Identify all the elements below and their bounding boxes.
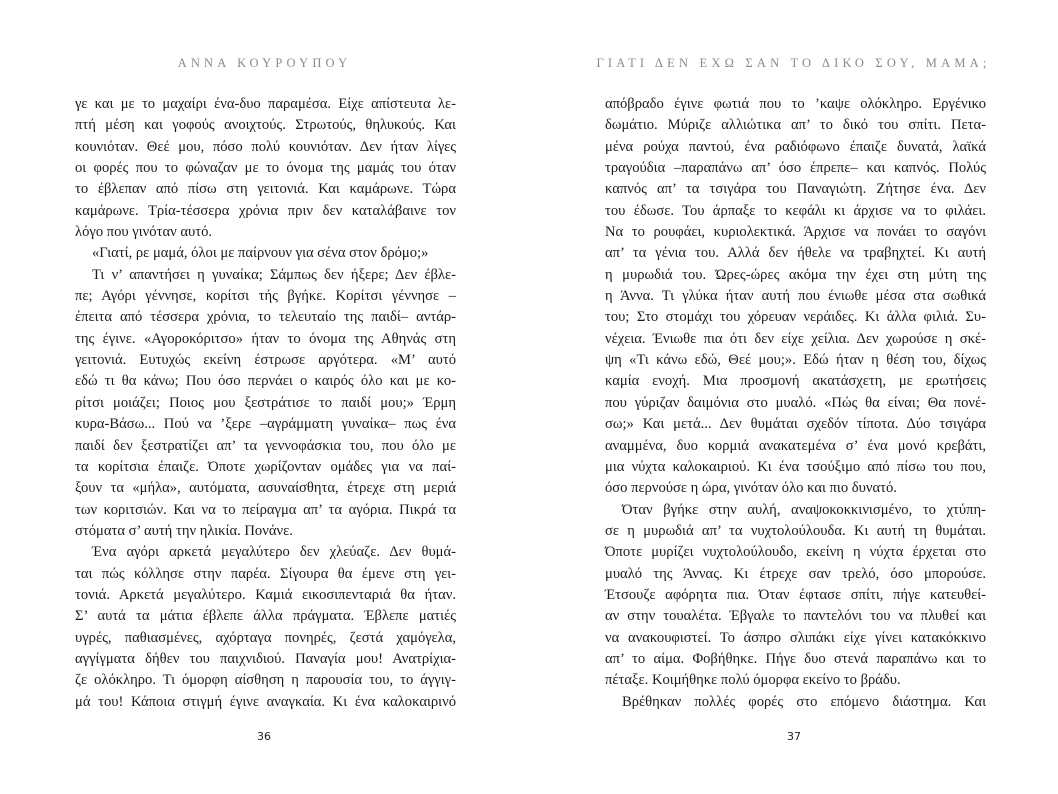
text-line: το έβλεπαν από πίσω στη γειτονιά. Και καμάρωνε. Τώρα (75, 181, 456, 198)
text-line: που γύριζαν δαιμόνια στο μυαλό. «Πώς θα είναι; Θα πονέ- (605, 394, 986, 411)
text-line: μια νύχτα καλοκαιριού. Κι ένα τσούξιμο από πίσω του που, (605, 458, 986, 475)
text-line: καμάρωνε. Τρία-τέσσερα χρόνια πριν δεν καταλάβαινε τον (75, 202, 456, 219)
text-line: εδώ τι θα κάνω; Που όσο περνάει ο καιρός όλο και με κο- (75, 373, 456, 390)
page-number: 36 (257, 730, 271, 743)
text-line: σε η μυρωδιά απ’ τα νυχτολούλουδα. Κι αυτή τη θυμάται. (605, 522, 986, 539)
text-line: καπνός απ’ τα τσιγάρα του Παναγιώτη. Ζήτησε ένα. Δεν (605, 181, 986, 198)
text-line: «Γιατί, ρε μαμά, όλοι με παίρνουν για σένα στον δρόμο;» (92, 245, 429, 262)
text-line: οι φορές που το φώναζαν με το όνομα της μαμάς του όταν (75, 160, 456, 177)
text-line: νέχεια. Ένιωθε πια ότι δεν είχε χείλια. Δεν χωρούσε η σκέ- (605, 330, 986, 347)
text-line: Όποτε μυρίζει νυχτολούλουδο, εκείνη η νύχτα έρχεται στο (605, 544, 986, 561)
text-line: αν στην τουαλέτα. Έβγαλε το παντελόνι του να πλυθεί και (605, 608, 986, 625)
text-line: τα κορίτσια έπαιζε. Όποτε χωρίζονταν ομάδες για να παί- (75, 458, 456, 475)
text-line: πτή μέση και γοφούς ανοιχτούς. Στρωτούς, θηλυκούς. Και (75, 117, 456, 134)
text-line: τονιά. Αρκετά μεγαλύτερο. Καμιά εικοσιπενταριά θα ήταν. (75, 586, 456, 603)
text-line: Έτσουζε αφόρητα πια. Όταν έφτασε σπίτι, πήγε κατευθεί- (605, 586, 986, 603)
text-line: του έδωσε. Του άρπαξε το κεφάλι κι άρχισε να το φιλάει. (605, 202, 986, 219)
text-line: ται πώς κόλλησε στην παρέα. Σίγουρα θα έμενε στη γει- (75, 565, 456, 582)
text-line: ψη «Τι κάνω εδώ, Θεέ μου;». Εδώ ήταν η θέση του, δίχως (605, 352, 986, 369)
text-line: τραγούδια –παραπάνω απ’ όσο έπρεπε– και καπνός. Πολύς (605, 160, 986, 177)
text-line: γε και με το μαχαίρι ένα-δυο παραμέσα. Είχε απίστευτα λε- (75, 96, 456, 112)
text-line: η μυρωδιά του. Ώρες-ώρες ακόμα την έχει στη μύτη της (605, 266, 986, 283)
text-line: μυαλό της Άννας. Κι έτρεχε σαν τρελό, όσο μπορούσε. (605, 565, 986, 582)
text-line: του; Στο στομάχι του χόρευαν νεράιδες. Κι άλλα φιλιά. Συ- (605, 309, 986, 326)
text-line: κυρα-Βάσω... Πού να ’ξερε –αγράμματη γυναίκα– πως ένα (75, 416, 456, 433)
text-line: Να το ρουφάει, κυριολεκτικά. Άρχισε να πονάει το σαγόνι (605, 224, 986, 241)
text-line: πέταξε. Κοιμήθηκε πολύ όμορφα εκείνο το βράδυ. (605, 672, 901, 689)
text-line: υγρές, παθιασμένες, αχόρταγα πονηρές, ζεστά χαμόγελα, (75, 629, 456, 646)
text-line: παιδί δεν ξεστρατίζει απ’ τα γεννοφάσκια του, που όλο με (75, 437, 456, 454)
text-line: αγγίγματα δήθεν του παιχνιδιού. Παναγία μου! Ανατρίχια- (75, 650, 456, 667)
text-line: έπειτα από τέσσερα χρόνια, το τελευταίο της παιδί– αντάρ- (75, 309, 456, 326)
text-line: Βρέθηκαν πολλές φορές στο επόμενο διάστημα. Και (622, 693, 986, 710)
text-line: κουνιόταν. Θεέ μου, πόσο πολύ κουνιόταν. Δεν ήταν λίγες (75, 138, 456, 155)
text-line: της έγινε. «Αγοροκόριτσο» ήταν το όνομα της Αθηνάς στη (75, 330, 456, 347)
running-head-text: ΓΙΑΤΙ ΔΕΝ ΕΧΩ ΣΑΝ ΤΟ ΔΙΚΟ ΣΟΥ, ΜΑΜΑ; (596, 56, 991, 70)
text-line: όσο περνούσε η ώρα, γινόταν όλο και πιο δυνατό. (605, 480, 897, 497)
text-line: δωμάτιο. Μύριζε αλλιώτικα απ’ το δικό του σπίτι. Πετα- (605, 117, 986, 134)
running-head-author (0, 56, 529, 71)
body-text-right (605, 94, 986, 713)
text-line: η Άννα. Τι γλύκα ήταν αυτή που ένιωθε μέσα στα σωθικά (605, 288, 986, 305)
text-line: Σ’ αυτά τα μάτια έβλεπε άλλα πράγματα. Έβλεπε ματιές (75, 608, 456, 625)
text-line: απ’ το αίμα. Φοβήθηκε. Πήγε δυο στενά παραπάνω και το (605, 650, 986, 667)
text-line: Όταν βγήκε στην αυλή, αναψοκοκκινισμένο, το χτύπη- (622, 501, 986, 518)
text-line: αναμμένα, δυο κορμιά ανακατεμένα σ’ ένα μονό κρεβάτι, (605, 437, 986, 454)
text-line: απ’ τα γένια του. Αλλά δεν ήθελε να τραβηχτεί. Κι αυτή (605, 245, 986, 262)
text-line: να ανακουφιστεί. Το άσπρο σλιπάκι είχε γίνει κατακόκκινο (605, 629, 986, 646)
text-line: στόματα σ’ αυτή την ηλικία. Πονάνε. (75, 522, 293, 539)
text-line: μά του! Κάποια στιγμή έγινε αναγκαία. Κι ένα καλοκαιρινό (75, 693, 456, 710)
text-line: ζε ολόκληρο. Τι όμορφη αίσθηση η παρουσία του, το άγγιγ- (75, 672, 456, 689)
text-line: μένα ρούχα παντού, ένα ραδιόφωνο έπαιζε δυνατά, λαϊκά (605, 138, 986, 155)
text-line: απόβραδο έγινε φωτιά που το ’καψε ολόκληρο. Εργένικο (605, 96, 986, 112)
page-number: 37 (787, 730, 801, 743)
text-line: των κοριτσιών. Και να το πείραγμα απ’ τα αγόρια. Πικρά τα (75, 501, 456, 518)
text-line: πε; Αγόρι γέννησε, κορίτσι τής βγήκε. Κορίτσι γέννησε – (75, 288, 456, 305)
text-line: ρίτσι μοιάζει; Ποιος μου ξεστράτισε το παιδί μου;» Έρμη (75, 394, 456, 411)
text-line: λόγο που γινόταν αυτό. (75, 224, 213, 241)
running-head-text: ΑΝΝΑ ΚΟΥΡΟΥΠΟΥ (177, 56, 352, 70)
text-line: Τι ν’ απαντήσει η γυναίκα; Σάμπως δεν ήξερε; Δεν έβλε- (92, 266, 456, 283)
text-line: σω;» Και μετά... Δεν θυμάται σχεδόν τίποτα. Δύο τσιγάρα (605, 416, 986, 433)
text-line: Ένα αγόρι αρκετά μεγαλύτερο δεν χλεύαζε. Δεν θυμά- (92, 544, 456, 561)
right-page (529, 0, 1058, 794)
body-text-left (75, 94, 456, 713)
text-line: καμία ενοχή. Μια προσμονή ακατάσχετη, με ερωτήσεις (605, 373, 986, 390)
text-line: γειτονιά. Ευτυχώς εκείνη έστρωσε αργότερα. «Μ’ αυτό (75, 352, 456, 369)
text-line: ξουν τα «μήλα», αυτόματα, ασυναίσθητα, έτρεχε στη μεριά (75, 480, 456, 497)
running-head-title (529, 56, 1058, 71)
